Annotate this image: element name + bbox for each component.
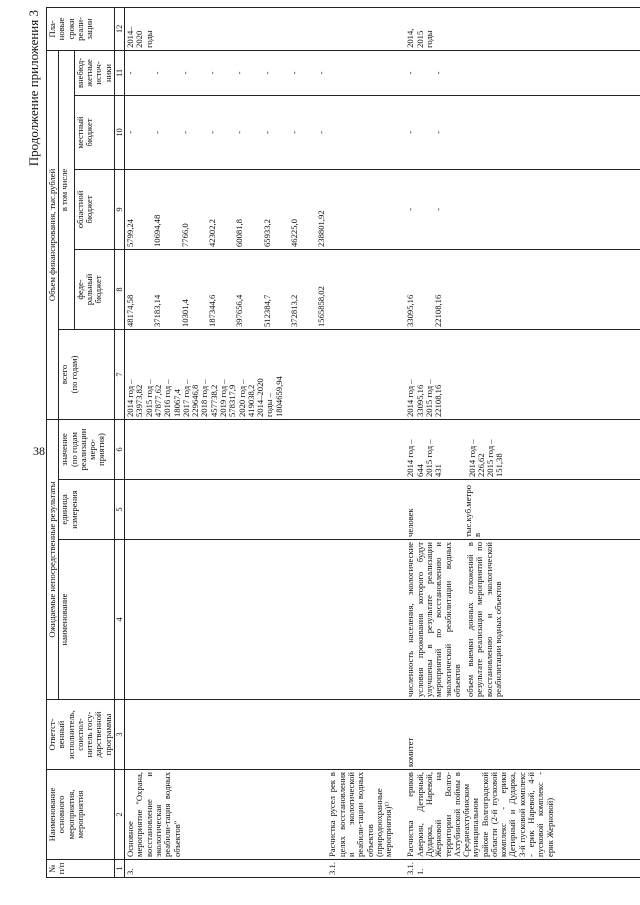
col-num: 10 (114, 95, 124, 169)
value: 5799,24 (125, 219, 136, 247)
row-result-value (405, 419, 640, 479)
table-row (405, 7, 640, 877)
column-numbers-row (114, 7, 124, 877)
row-fed (405, 249, 640, 329)
row-mest (405, 95, 640, 169)
value: 372813,2 (288, 294, 299, 327)
row-vneb (327, 50, 405, 95)
header-row-1 (47, 7, 59, 877)
result-1-unit: человек (405, 508, 416, 537)
row-result-unit (405, 480, 640, 540)
value: - (316, 71, 327, 75)
header-incl: в том числе (59, 50, 75, 329)
value: 10301,4 (179, 299, 190, 327)
col-num: 5 (114, 480, 124, 540)
value: 65933,2 (261, 219, 272, 247)
row-result-value (125, 419, 328, 479)
value: - (234, 131, 245, 134)
row-terms: 2014, 2015 годы (405, 7, 640, 50)
value: - (234, 71, 245, 75)
row-name: Расчистка ериков Аверкин, Детирный, Дударка, Наревой, Жерновой на территории Волго-Ахтубинской поймы в Среднеахтубинском муниципальном районе Волгоградской области (2-й пусковой комплекс - ерики Детирный и Дударка, 3-й пусковой комплекс - ерик Наревой, 4-й пусковой комплекс - ерик Жерновой) (405, 770, 640, 860)
row-mest (125, 95, 328, 169)
result-2-value: 2014 год – 226,62 2015 год – 151,38 (466, 439, 505, 477)
page-number: 38 (33, 444, 45, 458)
value: 512384,7 (261, 294, 272, 327)
row-name: Расчистка русел рек в целях восстановления и экологической реабили-тации водных объектов (природоохранные мероприятия)¹⁾ (327, 770, 405, 860)
row-name: Основное мероприятие "Охрана, восстановление и экологическая реабили-тация водных объектов" (125, 770, 328, 860)
header-terms: Пла- новые сроки реали- зации (47, 7, 115, 50)
value: - (179, 131, 190, 134)
value: 397656,4 (234, 294, 245, 327)
row-vneb (125, 50, 328, 95)
row-vneb (405, 50, 640, 95)
value: 33095,16 (405, 294, 416, 327)
row-result-unit (327, 480, 405, 540)
row-obl (327, 169, 405, 249)
program-table (46, 7, 640, 878)
header-no: № п/п (47, 860, 115, 878)
row-mest (327, 95, 405, 169)
value: - (152, 131, 163, 134)
value: 187344,6 (206, 294, 217, 327)
value: - (432, 131, 443, 134)
result-1-value: 2014 год – 644 2015 год – 431 (405, 439, 444, 477)
value: 37183,14 (152, 294, 163, 327)
value: 10694,48 (152, 214, 163, 247)
header-fin-total: всего (по годам) (59, 329, 115, 419)
value: - (316, 131, 327, 134)
value: - (125, 131, 136, 134)
header-mest: местный бюджет (74, 95, 114, 169)
value: 46225,0 (288, 219, 299, 247)
header-results: Ожидаемые непосредственные результаты (47, 419, 59, 699)
col-num: 12 (114, 7, 124, 50)
col-num: 7 (114, 329, 124, 419)
row-result-value (327, 419, 405, 479)
col-num: 9 (114, 169, 124, 249)
col-num: 6 (114, 419, 124, 479)
row-total (327, 329, 405, 419)
value: 60081,8 (234, 219, 245, 247)
row-result-name (125, 540, 328, 700)
col-num: 3 (114, 700, 124, 770)
header-financing: Объем финансирования, тыс.рублей (47, 50, 59, 419)
value: 7766,0 (179, 223, 190, 247)
result-1-name: численность населения, экологические условия проживания которого будут улучшены в результате реализации мероприятий по восстановлению и экологической реабилитации водных объектов (405, 542, 462, 697)
col-num: 4 (114, 540, 124, 700)
col-num: 8 (114, 249, 124, 329)
result-2-unit: тыс.куб.метров (462, 485, 482, 537)
value: - (179, 71, 190, 75)
value: - (206, 131, 217, 134)
row-no: 3.1.1. (405, 860, 640, 878)
row-no: 3.1. (327, 860, 405, 878)
value: 48174,58 (125, 294, 136, 327)
value: 22108,16 (432, 294, 443, 327)
row-total: 2014 год – 33095,16 2015 год – 22108,16 (405, 329, 640, 419)
header-fed: феде- ральный бюджет (74, 249, 114, 329)
row-obl (125, 169, 328, 249)
row-total: 2014 год – 53973,82 2015 год – 47877,62 2016 год – 18067,4 2017 год – 229646,8 2018 год – 457738,2 2019 год – 578317,9 2020 год – 419038,2 2014–2020 годы – 1804659,94 (125, 329, 328, 419)
rotated-page (22, 8, 624, 878)
value: - (405, 208, 416, 211)
row-fed (125, 249, 328, 329)
header-obl: областной бюджет (74, 169, 114, 249)
col-num: 11 (114, 50, 124, 95)
col-num: 2 (114, 770, 124, 860)
row-terms: 2014– 2020 годы (125, 7, 328, 50)
value: - (261, 71, 272, 75)
value: - (125, 71, 136, 75)
header-res-name: наименование (59, 540, 115, 700)
value: 1565858,02 (316, 286, 327, 327)
value: - (288, 71, 299, 75)
value: - (152, 71, 163, 75)
header-name: Наименование основного мероприятия, мероприятия (47, 770, 115, 860)
table-row (125, 7, 328, 877)
value: - (432, 71, 443, 75)
value: - (261, 131, 272, 134)
continuation-caption: Продолжение приложения 3 (26, 10, 41, 167)
table-row (327, 7, 405, 877)
row-result-unit (125, 480, 328, 540)
row-fed (327, 249, 405, 329)
row-result-name (405, 540, 640, 700)
value: 238801,92 (316, 210, 327, 247)
value: - (206, 71, 217, 75)
row-executor: комитет (405, 700, 640, 770)
header-executor: Ответст- венный исполнитель, соиспол- нитель госу- дарственной программы (47, 700, 115, 770)
value: 42302,2 (206, 219, 217, 247)
result-2-name: объем выемки донных отложений в результате реализации мероприятий по восстановлению и экологической реабилитации водных объектов (465, 542, 503, 697)
value: - (405, 131, 416, 134)
value: - (432, 208, 443, 211)
row-executor (125, 700, 328, 770)
row-executor (327, 700, 405, 770)
header-res-unit: единица измерения (59, 480, 115, 540)
value: - (405, 71, 416, 75)
row-terms (327, 7, 405, 50)
row-obl (405, 169, 640, 249)
row-no: 3. (125, 860, 328, 878)
col-num: 1 (114, 860, 124, 878)
header-res-value: значение (по годам реализации меро- приятия) (59, 419, 115, 479)
value: - (288, 131, 299, 134)
header-vneb: внебюд- жетные источ- ники (74, 50, 114, 95)
row-result-name (327, 540, 405, 700)
